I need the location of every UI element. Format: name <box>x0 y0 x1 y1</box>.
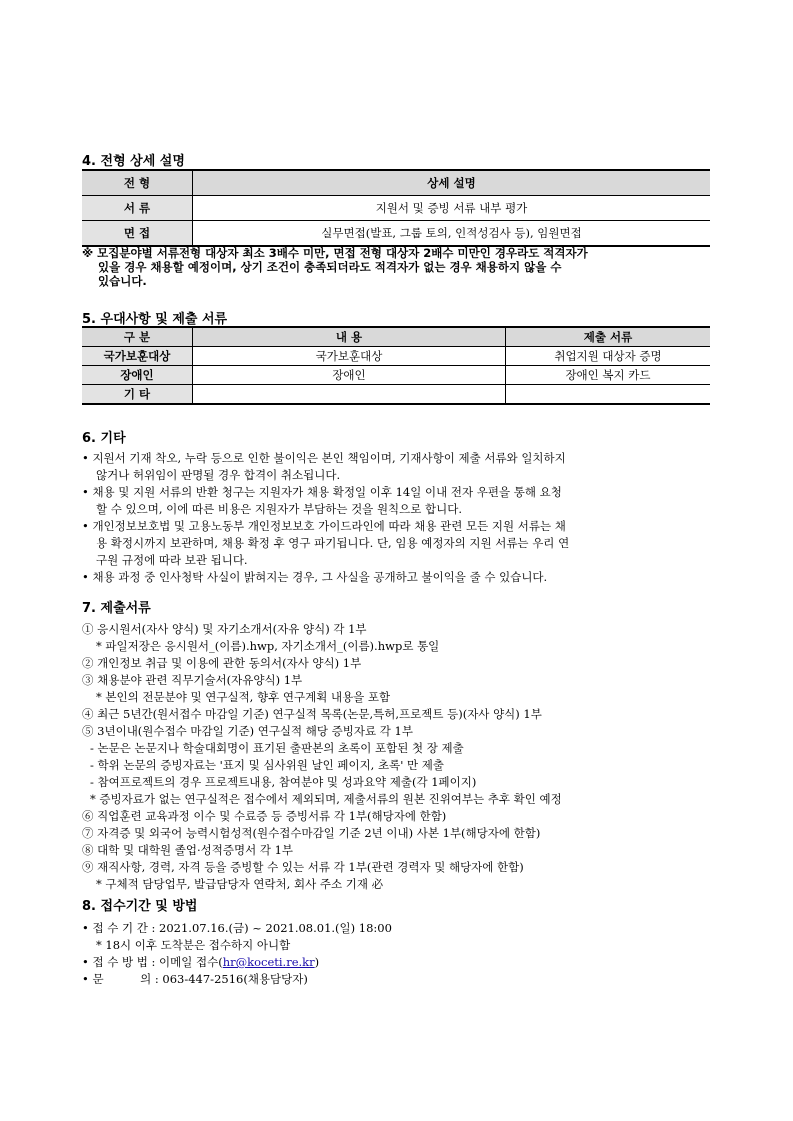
list-item: ⑤ 3년이내(원수접수 마감일 기준) 연구실적 해당 증빙자료 각 1부 <box>82 724 413 738</box>
list-item: ⑦ 자격증 및 외국어 능력시험성적(원수접수마감일 기준 2년 이내) 사본 1부(해당자에 한함) <box>82 826 541 840</box>
row-value: 지원서 및 증빙 서류 내부 평가 <box>193 196 711 221</box>
screening-table <box>82 169 710 247</box>
list-item: • 지원서 기재 착오, 누락 등으로 인한 불이익은 본인 책임이며, 기재사항이 제출 서류와 일치하지 <box>82 451 566 465</box>
section-4-title: 4. 전형 상세 설명 <box>82 154 185 169</box>
list-item: ② 개인정보 취급 및 이용에 관한 동의서(자사 양식) 1부 <box>82 656 362 670</box>
header-cell: 전 형 <box>82 170 193 196</box>
row-label: 국가보훈대상 <box>82 347 193 366</box>
row-label: 면 접 <box>82 221 193 247</box>
list-item: • 접 수 기 간 : 2021.07.16.(금) ~ 2021.08.01.(일) 18:00 <box>82 921 392 935</box>
method-label: • 접 수 방 법 : 이메일 접수( <box>82 955 223 969</box>
list-item: * 파일저장은 응시원서_(이름).hwp, 자기소개서_(이름).hwp로 통일 <box>96 639 440 653</box>
section-8-title: 8. 접수기간 및 방법 <box>82 899 198 914</box>
list-item: 않거나 허위임이 판명될 경우 합격이 취소됩니다. <box>96 468 341 482</box>
table-header-row <box>82 327 710 347</box>
row-document: 장애인 복지 카드 <box>506 366 711 385</box>
table-row <box>82 347 710 366</box>
table-row <box>82 385 710 405</box>
documents-list <box>82 621 722 893</box>
header-cell: 구 분 <box>82 327 193 347</box>
list-item: • 개인정보보호법 및 고용노동부 개인정보보호 가이드라인에 따라 채용 관련 모든 지원 서류는 채 <box>82 519 566 533</box>
header-cell: 제출 서류 <box>506 327 711 347</box>
list-item: * 18시 이후 도착분은 접수하지 아니함 <box>96 938 291 952</box>
list-item: ⑥ 직업훈련 교육과정 이수 및 수료증 등 증빙서류 각 1부(해당자에 한함) <box>82 809 447 823</box>
list-item: - 학위 논문의 증빙자료는 '표지 및 심사위원 날인 페이지, 초록' 만 제출 <box>90 758 445 772</box>
note-line: 있습니다. <box>98 274 147 288</box>
section-7-title: 7. 제출서류 <box>82 601 151 616</box>
list-item: 용 확정시까지 보관하며, 채용 확정 후 영구 파기됩니다. 단, 임용 예정자의 지원 서류는 우리 연 <box>96 536 570 550</box>
list-item: * 구체적 담당업무, 발급담당자 연락처, 회사 주소 기재 必 <box>96 877 384 891</box>
row-content <box>193 385 506 405</box>
table-row <box>82 196 710 221</box>
row-document: 취업지원 대상자 증명 <box>506 347 711 366</box>
list-item: 구원 규정에 따라 보관 됩니다. <box>96 553 248 567</box>
row-label: 서 류 <box>82 196 193 221</box>
row-value: 실무면접(발표, 그룹 토의, 인적성검사 등), 임원면접 <box>193 221 711 247</box>
list-item: ③ 채용분야 관련 직무기술서(자유양식) 1부 <box>82 673 303 687</box>
header-cell: 상세 설명 <box>193 170 711 196</box>
header-cell: 내 용 <box>193 327 506 347</box>
application-list <box>82 920 722 988</box>
table-header-row <box>82 170 710 196</box>
list-item: ⑨ 재직사항, 경력, 자격 등을 증빙할 수 있는 서류 각 1부(관련 경력자 및 해당자에 한함) <box>82 860 524 874</box>
email-link[interactable]: hr@koceti.re.kr <box>222 955 315 969</box>
list-item: - 논문은 논문지나 학술대회명이 표기된 출판본의 초록이 포함된 첫 장 제출 <box>90 741 464 755</box>
note-line: ※ 모집분야별 서류전형 대상자 최소 3배수 미만, 면접 전형 대상자 2배수 미만인 경우라도 적격자가 <box>82 246 588 260</box>
section-5-title: 5. 우대사항 및 제출 서류 <box>82 312 228 327</box>
row-label: 기 타 <box>82 385 193 405</box>
row-content: 국가보훈대상 <box>193 347 506 366</box>
list-item: ⑧ 대학 및 대학원 졸업·성적증명서 각 1부 <box>82 843 294 857</box>
row-document <box>506 385 711 405</box>
list-item: • 채용 및 지원 서류의 반환 청구는 지원자가 채용 확정일 이후 14일 이내 전자 우편을 통해 요청 <box>82 485 562 499</box>
row-content: 장애인 <box>193 366 506 385</box>
section-6-title: 6. 기타 <box>82 431 126 446</box>
list-item <box>82 954 722 971</box>
note-line: 있을 경우 채용할 예정이며, 상기 조건이 충족되더라도 적격자가 없는 경우 채용하지 않을 수 <box>98 260 562 274</box>
list-item: * 증빙자료가 없는 연구실적은 접수에서 제외되며, 제출서류의 원본 진위여부는 추후 확인 예정 <box>90 792 562 806</box>
preference-table <box>82 326 710 405</box>
list-item: 할 수 있으며, 이에 따른 비용은 지원자가 부담하는 것을 원칙으로 합니다. <box>96 502 463 516</box>
list-item: * 본인의 전문분야 및 연구실적, 향후 연구계획 내용을 포함 <box>96 690 391 704</box>
row-label: 장애인 <box>82 366 193 385</box>
table-row <box>82 221 710 247</box>
table-row <box>82 366 710 385</box>
list-item: • 문 의 : 063-447-2516(채용담당자) <box>82 972 308 986</box>
list-item: - 참여프로젝트의 경우 프로젝트내용, 참여분야 및 성과요약 제출(각 1페이지) <box>90 775 477 789</box>
list-item: ① 응시원서(자사 양식) 및 자기소개서(자유 양식) 각 1부 <box>82 622 367 636</box>
etc-list <box>82 450 722 586</box>
method-suffix: ) <box>314 955 320 969</box>
screening-note <box>82 246 722 288</box>
list-item: • 채용 과정 중 인사청탁 사실이 밝혀지는 경우, 그 사실을 공개하고 불이익을 줄 수 있습니다. <box>82 570 548 584</box>
list-item: ④ 최근 5년간(원서접수 마감일 기준) 연구실적 목록(논문,특허,프로젝트 등)(자사 양식) 1부 <box>82 707 542 721</box>
